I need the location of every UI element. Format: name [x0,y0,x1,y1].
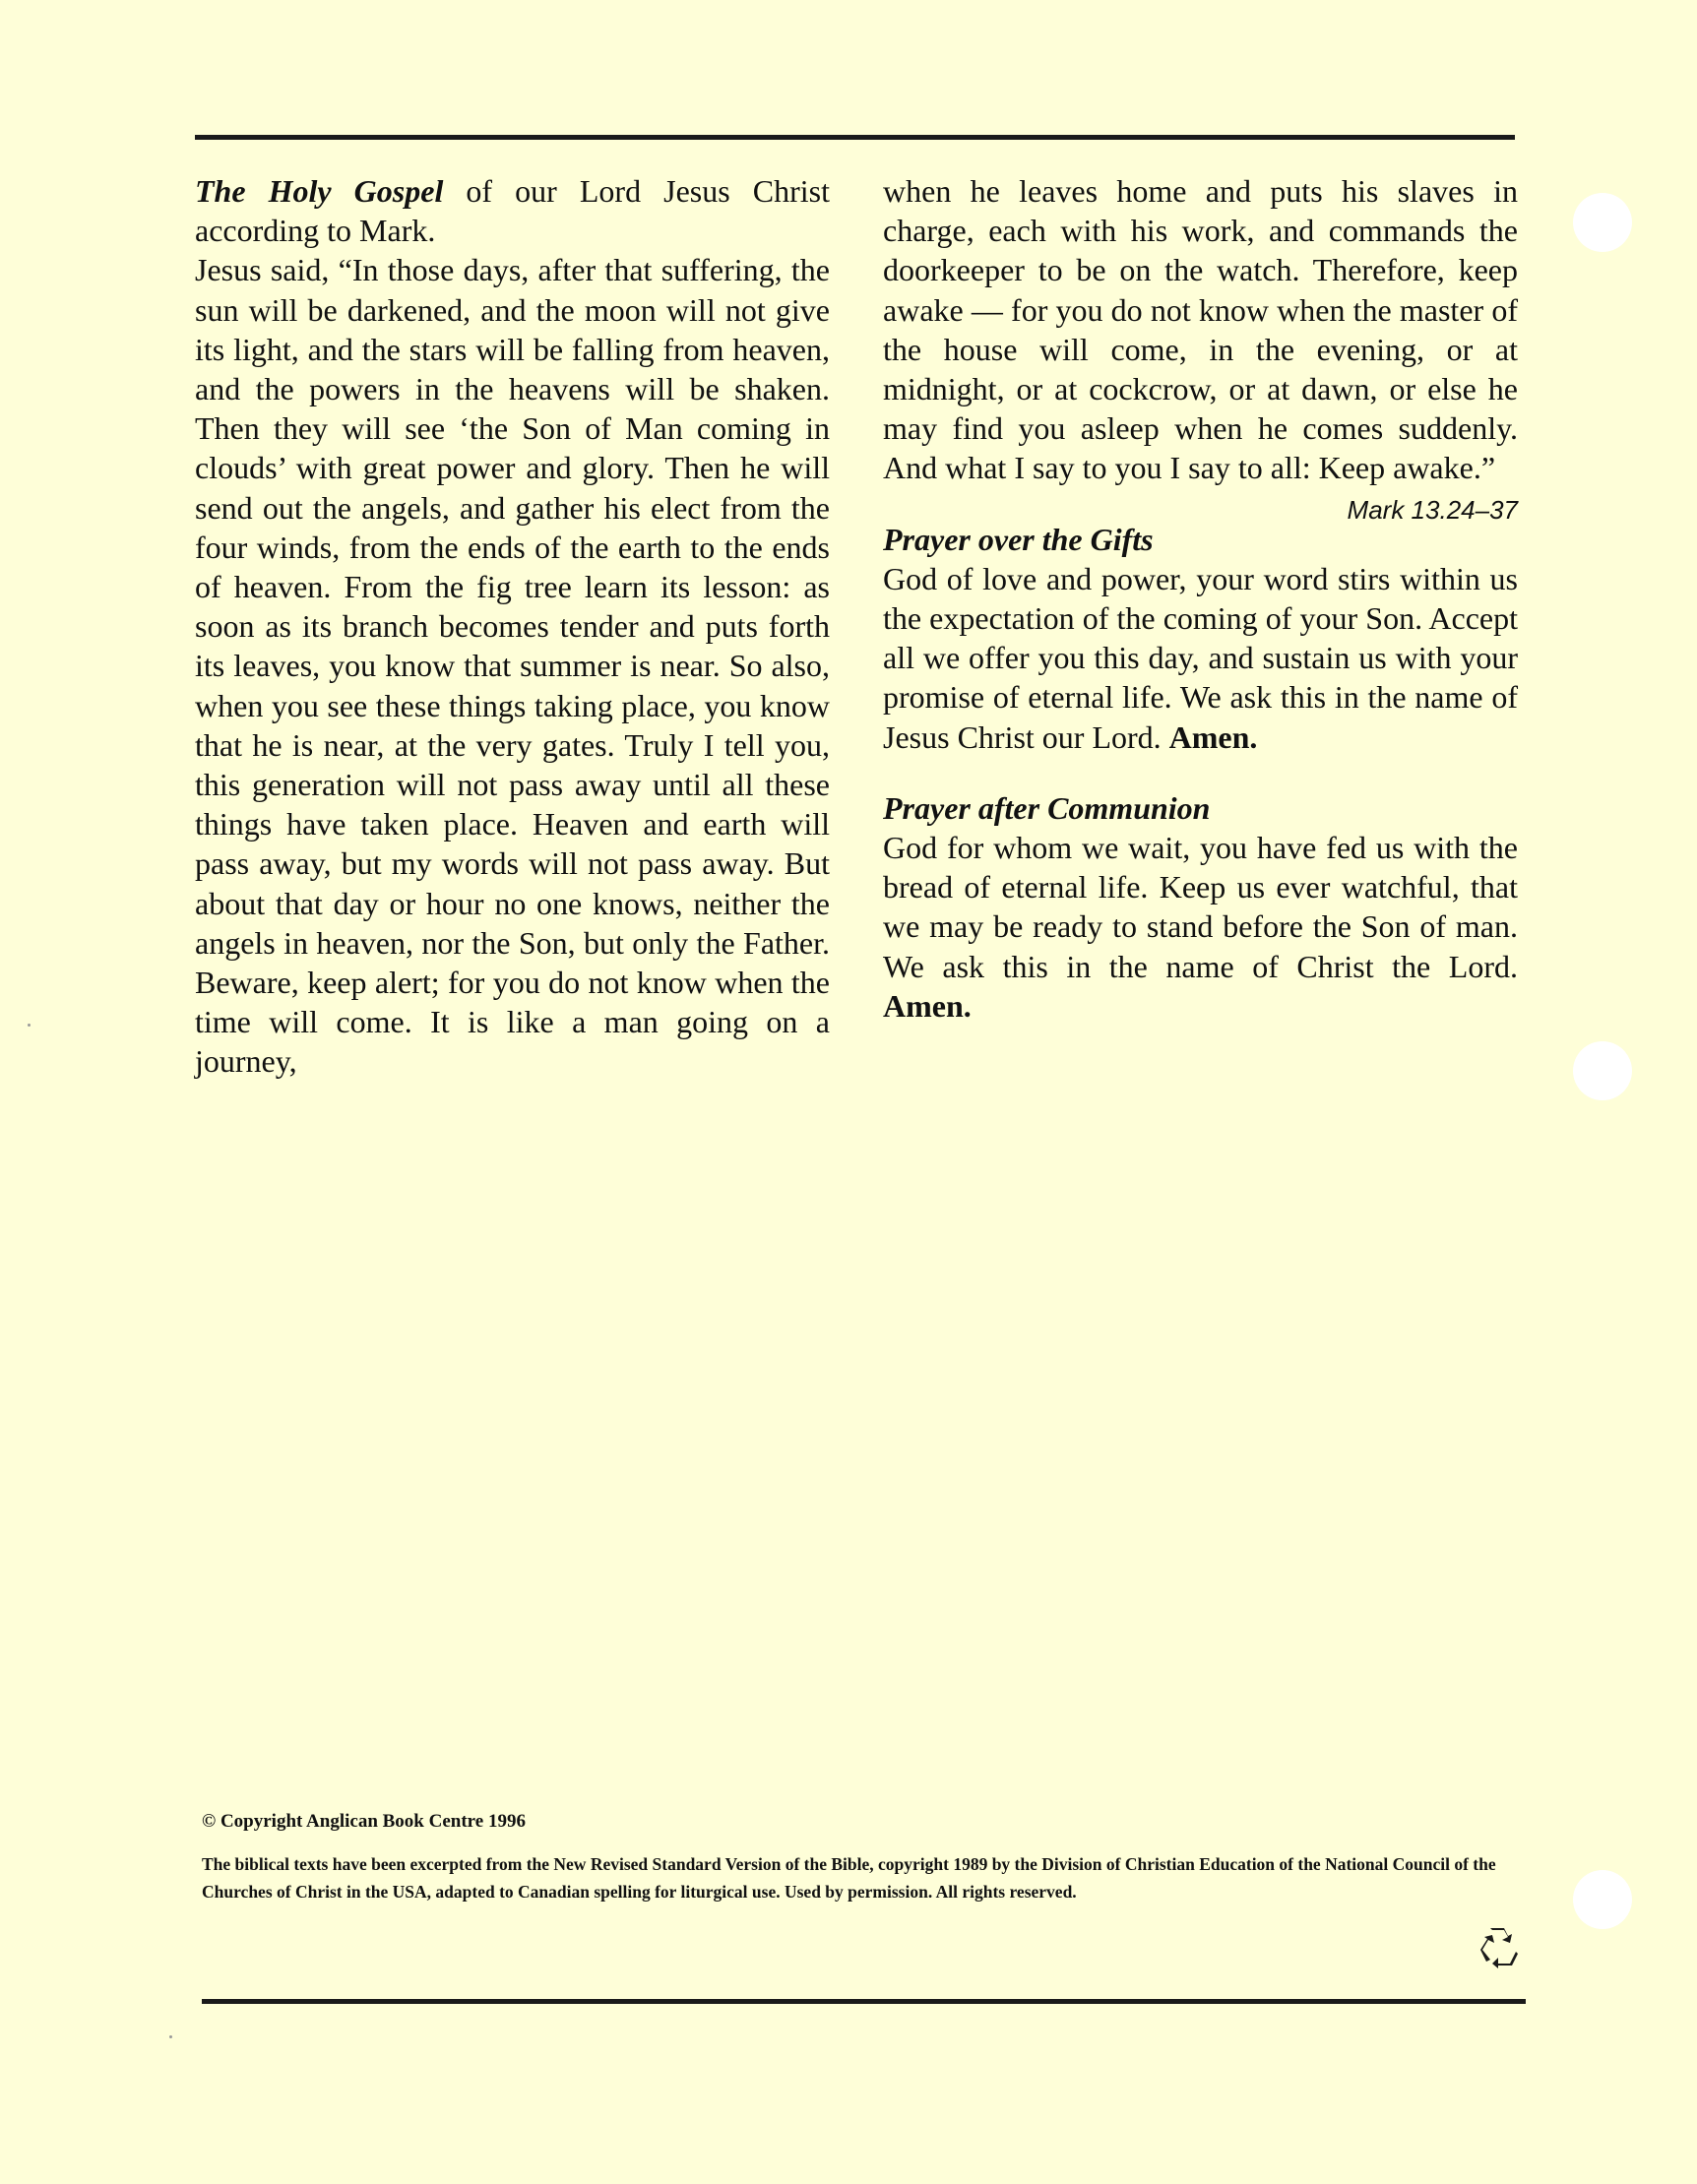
gospel-heading: The Holy Gospel [195,173,444,209]
prayer-communion-heading: Prayer after Communion [883,789,1211,826]
right-column [883,171,1518,1026]
copyright-notice: © Copyright Anglican Book Centre 1996 [202,1811,526,1832]
prayer-communion-amen: Amen. [883,987,972,1024]
gospel-body: Jesus said, “In those days, after that suffering, the sun will be darkened, and the moon will not give its light, and the stars will be falling from heaven, and the powers in the heavens will be shaken. Then they will see ‘the Son of Man coming in clouds’ with great power and glory. Then he will send out the angels, and gather his elect from the four winds, from the ends of the earth to the ends of heaven. From the fig tree learn its lesson: as soon as its branch becomes tender and puts forth its leaves, you know that summer is near. So also, when you see these things taking place, you know that he is near, at the very gates. Truly I tell you, this generation will not pass away until all these things have taken place. Heaven and earth will pass away, but my words will not pass away. But about that day or hour no one knows, neither the angels in heaven, nor the Son, but only the Father. Beware, keep alert; for you do not know when the time will come. It is like a man going on a journey, [195,252,830,1080]
left-column [195,171,830,1082]
paper-speck [28,1024,31,1027]
punch-hole [1573,1870,1632,1929]
prayer-gifts-text: God of love and power, your word stirs within us the expectation of the coming of your Son. Accept all we offer you this day, and sustain us with your promise of eternal life. We ask this in the name of Jesus Christ our Lord. [883,560,1518,755]
gospel-intro-text: of our Lord Jesus Christ according to Mark. [195,173,831,249]
prayer-gifts-body [883,559,1518,757]
top-rule [195,135,1515,140]
gospel-continued-text: when he leaves home and puts his slaves in charge, each with his work, and commands the doorkeeper to be on the watch. Therefore, keep awake — for you do not know when the master of the house will come, in the evening, or at midnight, or at cockcrow, or at dawn, or else he may find you asleep when he comes suddenly. And what I say to you I say to all: Keep awake.” [883,173,1518,486]
paper-speck [169,2035,172,2038]
bible-credit: The biblical texts have been excerpted from the New Revised Standard Version of the Bible, copyright 1989 by the Division of Christian Education of the National Council of the Churches of Christ in the USA, adapted to Canadian spelling for liturgical use. Used by permission. All rights reserved. [202,1854,1496,1902]
recycle-icon [1477,1924,1522,1969]
bottom-rule [202,1999,1526,2004]
gospel-intro [195,171,830,250]
gospel-continued [883,171,1518,525]
punch-hole [1573,193,1632,252]
prayer-communion-body [883,828,1518,1026]
prayer-gifts-amen: Amen. [1168,718,1258,755]
prayer-gifts-heading: Prayer over the Gifts [883,521,1154,557]
prayer-communion-text: God for whom we wait, you have fed us with the bread of eternal life. Keep us ever watchful, that we may be ready to stand before the Son of man. We ask this in the name of Christ the Lord. [883,830,1518,984]
gospel-citation: Mark 13.24–37 [1347,494,1518,525]
punch-hole [1573,1041,1632,1100]
